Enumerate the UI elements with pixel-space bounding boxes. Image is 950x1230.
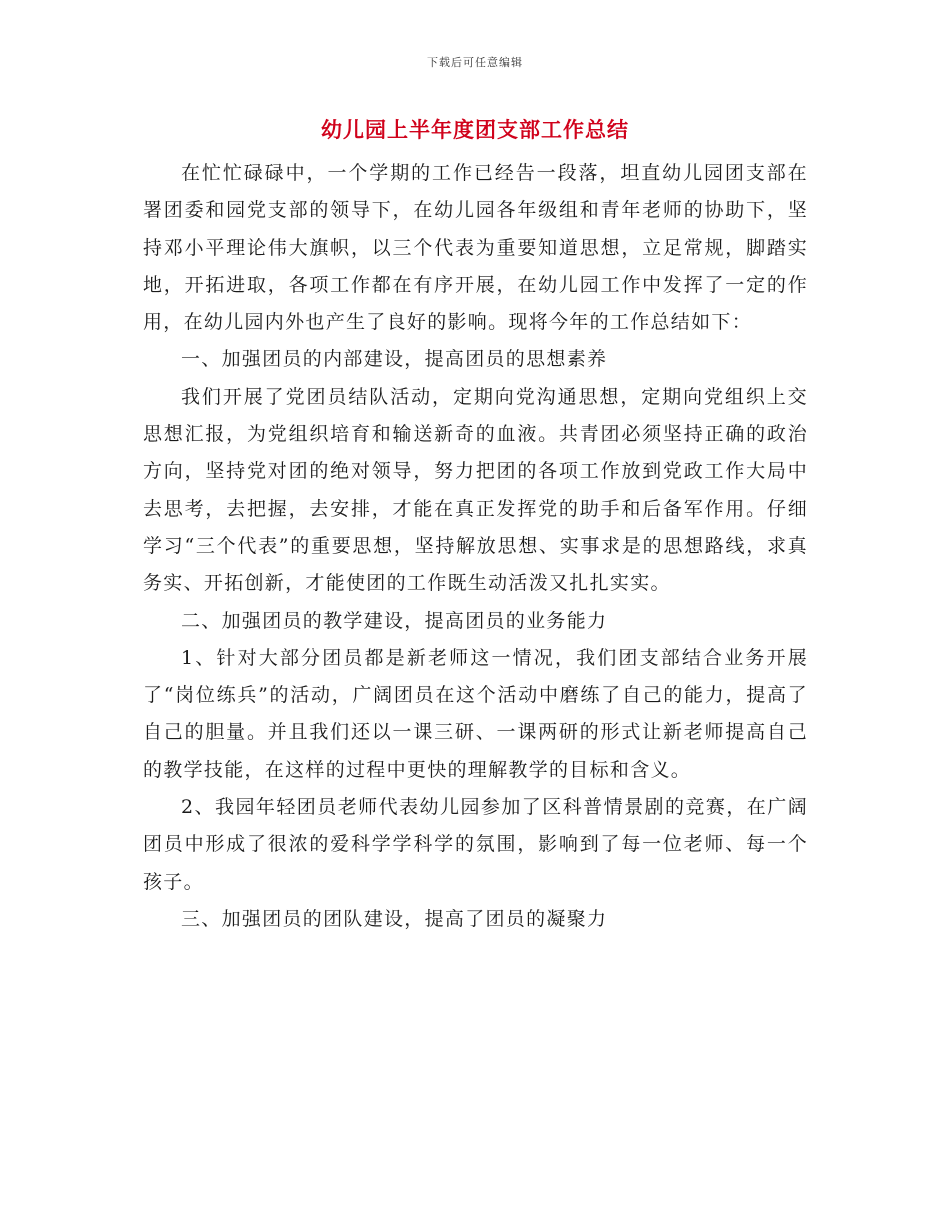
intro-paragraph: 在忙忙碌碌中，一个学期的工作已经告一段落，坦直幼儿园团支部在署团委和园党支部的领导下，在幼儿园各年级组和青年老师的协助下，坚持邓小平理论伟大旗帜，以三个代表为重要知道思想，立足常规，脚踏实地，开拓进取，各项工作都在有序开展，在幼儿园工作中发挥了一定的作用，在幼儿园内外也产生了良好的影响。现将今年的工作总结如下：	[143, 162, 808, 334]
section-1-paragraph: 我们开展了党团员结队活动，定期向党沟通思想，定期向党组织上交思想汇报，为党组织培育和输送新奇的血液。共青团必须坚持正确的政治方向，坚持党对团的绝对领导，努力把团的各项工作放到党政工作大局中去思考，去把握，去安排，才能在真正发挥党的助手和后备军作用。仔细学习“三个代表”的重要思想，坚持解放思想、实事求是的思想路线，求真务实、开拓创新，才能使团的工作既生动活泼又扎扎实实。	[143, 385, 808, 595]
document-title: 幼儿园上半年度团支部工作总结	[321, 117, 629, 142]
section-2-item-1: 1、针对大部分团员都是新老师这一情况，我们团支部结合业务开展了“岗位练兵”的活动，广阔团员在这个活动中磨练了自己的能力，提高了自己的胆量。并且我们还以一课三研、一课两研的形式让新老师提高自己的教学技能，在这样的过程中更快的理解教学的目标和含义。	[143, 646, 808, 781]
section-heading-1: 一、加强团员的内部建设，提高团员的思想素养	[181, 348, 608, 371]
header-note: 下载后可任意编辑	[427, 56, 523, 69]
section-heading-2: 二、加强团员的教学建设，提高团员的业务能力	[181, 609, 608, 632]
section-heading-3: 三、加强团员的团队建设，提高了团员的凝聚力	[181, 907, 608, 930]
document-body	[143, 155, 808, 938]
section-2-item-2: 2、我园年轻团员老师代表幼儿园参加了区科普情景剧的竞赛，在广阔团员中形成了很浓的爱科学学科学的氛围，影响到了每一位老师、每一个孩子。	[143, 796, 808, 893]
